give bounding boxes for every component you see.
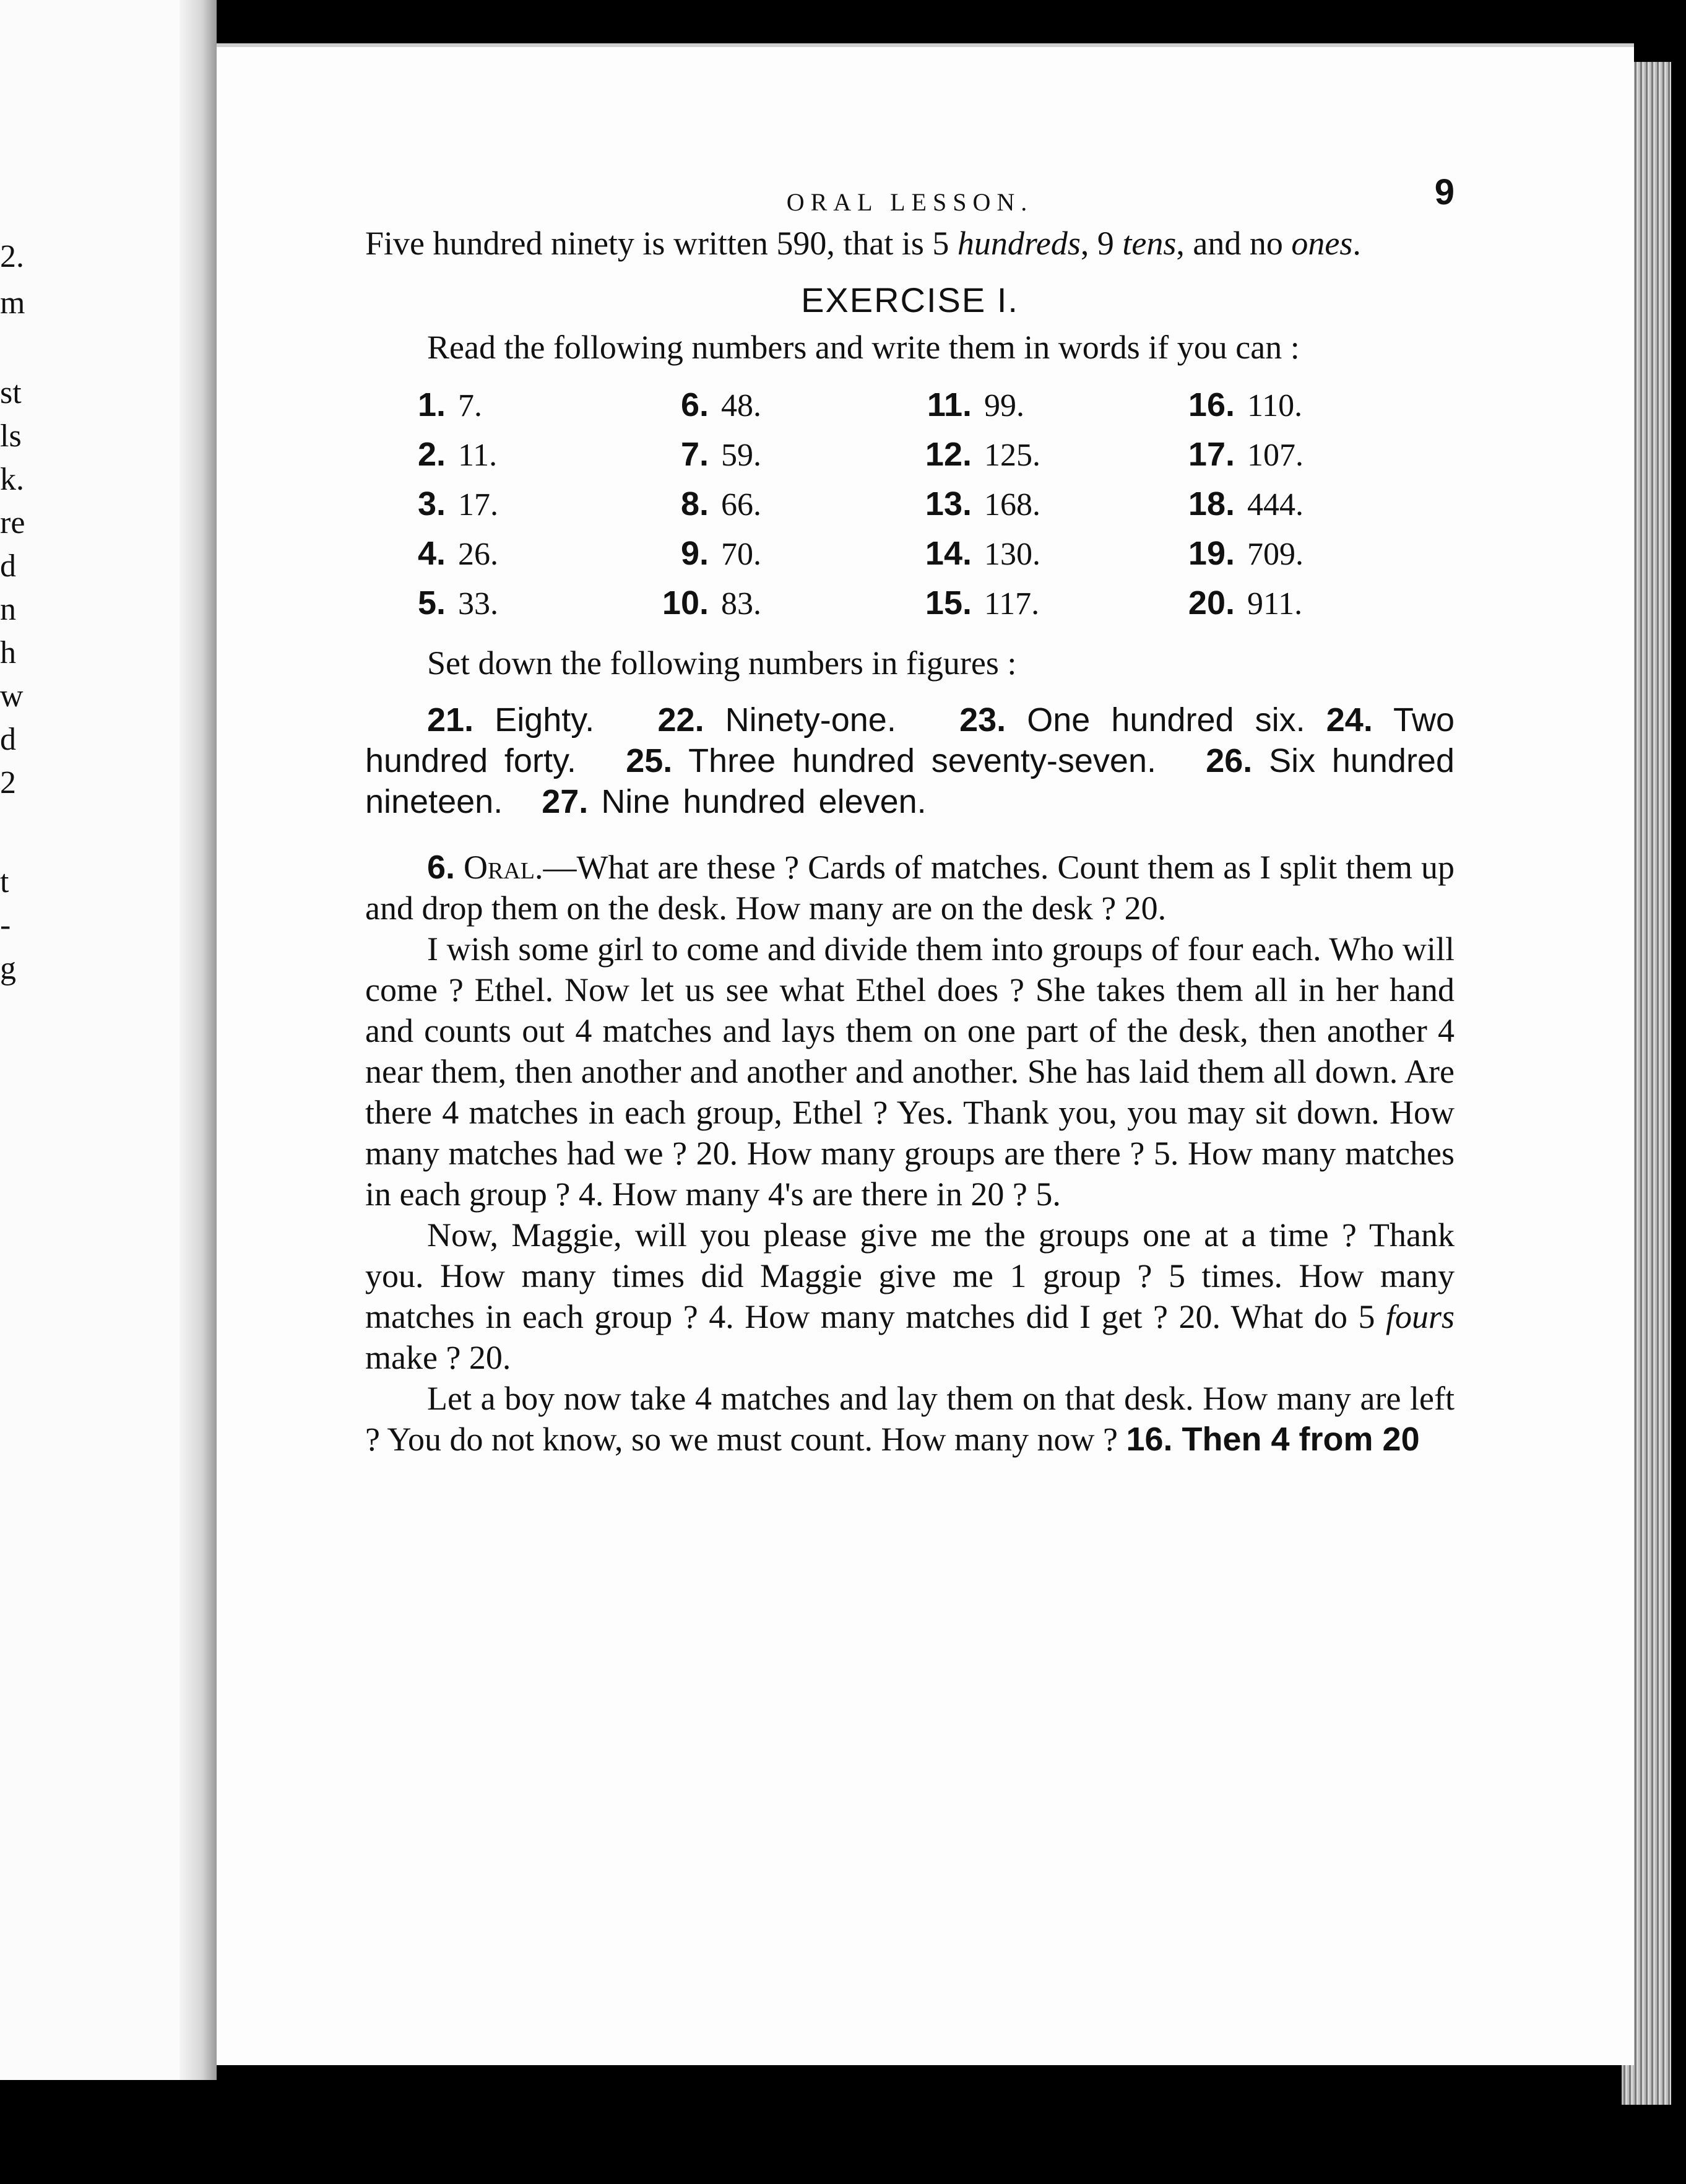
margin-fragment: 2. (0, 239, 24, 274)
margin-fragment: d (0, 722, 16, 757)
number-table (390, 380, 1430, 628)
exercise-heading: EXERCISE I. (801, 280, 1019, 319)
running-title: ORAL LESSON. (786, 188, 1034, 216)
margin-fragment: k. (0, 462, 24, 497)
number-item: 2. 11. (417, 436, 498, 473)
intro-paragraph: Five hundred ninety is written 590, that is 5 hundreds, 9 tens, and no ones. (365, 225, 1361, 262)
number-item: 19. 709. (1188, 535, 1303, 572)
oral-paragraph: Let a boy now take 4 matches and lay them on that desk. How many are left ? You do not know, so we must count. How many now ? 16. Then 4 from 20 (365, 1380, 1455, 1458)
number-item: 13. 168. (925, 485, 1040, 522)
number-item: 20. 911. (1188, 584, 1303, 622)
oral-paragraph: 6. Oral.—What are these ? Cards of matches. Count them as I split them up and drop them on the desk. How many are on the desk ? 20. (365, 849, 1455, 927)
margin-fragment: t (0, 864, 9, 899)
margin-fragment: ls (0, 418, 22, 454)
margin-fragment: 2 (0, 765, 16, 800)
number-item: 7. 59. (680, 436, 761, 473)
margin-fragment: m (0, 285, 25, 321)
oral-paragraph: I wish some girl to come and divide them into groups of four each. Who will come ? Ethel. Now let us see what Ethel does ? She takes them all in her hand and counts out 4 matches and lays them on one part of the desk, then another 4 near them, then another and another and another. She has laid them all down. Are there 4 matches in each group, Ethel ? Yes. Thank you, you may sit down. How many matches had we ? 20. How many groups are there ? 5. How many matches in each group ? 4. How many 4's are there in 20 ? 5. (365, 930, 1455, 1213)
number-item: 3. 17. (417, 485, 498, 522)
number-item: 12. 125. (925, 436, 1040, 473)
number-item: 14. 130. (925, 535, 1040, 572)
number-item: 11. 99. (927, 386, 1024, 423)
number-item: 4. 26. (417, 535, 498, 572)
number-item: 5. 33. (417, 584, 498, 622)
exercise-instruction: Read the following numbers and write them in words if you can : (427, 329, 1300, 366)
number-item: 1. 7. (417, 386, 482, 423)
page-number: 9 (1434, 172, 1455, 212)
number-column (916, 380, 1167, 628)
number-item: 10. 83. (662, 584, 761, 622)
number-item: 15. 117. (925, 584, 1040, 622)
number-column (390, 380, 641, 628)
margin-fragment: w (0, 678, 24, 714)
number-item: 18. 444. (1188, 485, 1303, 522)
number-column (653, 380, 904, 628)
page-gutter (179, 0, 217, 2080)
figures-items: 21. Eighty. 22. Ninety-one. 23. One hundred six. 24. Two hundred forty. 25. Three hundred seventy-seven. 26. Six hundred nineteen. 27. Nine hundred eleven. (365, 701, 1455, 820)
running-head (365, 167, 1455, 223)
oral-paragraph: Now, Maggie, will you please give me the groups one at a time ? Thank you. How many times did Maggie give me 1 group ? 5 times. How many matches in each group ? 4. How many matches did I get ? 20. What do 5 fours make ? 20. (365, 1216, 1455, 1376)
number-item: 8. 66. (680, 485, 761, 522)
number-item: 9. 70. (680, 535, 761, 572)
number-item: 16. 110. (1188, 386, 1303, 423)
margin-fragment: g (0, 951, 16, 986)
margin-fragment: re (0, 505, 25, 540)
margin-fragment: - (0, 908, 11, 943)
number-column (1179, 380, 1430, 628)
page-text (365, 167, 1455, 1460)
margin-fragment: d (0, 548, 16, 584)
number-item: 17. 107. (1188, 436, 1303, 473)
margin-fragment: h (0, 635, 16, 670)
margin-fragment: n (0, 592, 16, 627)
margin-fragment: st (0, 375, 22, 410)
figures-instruction: Set down the following numbers in figures : (427, 644, 1017, 682)
number-item: 6. 48. (680, 386, 761, 423)
